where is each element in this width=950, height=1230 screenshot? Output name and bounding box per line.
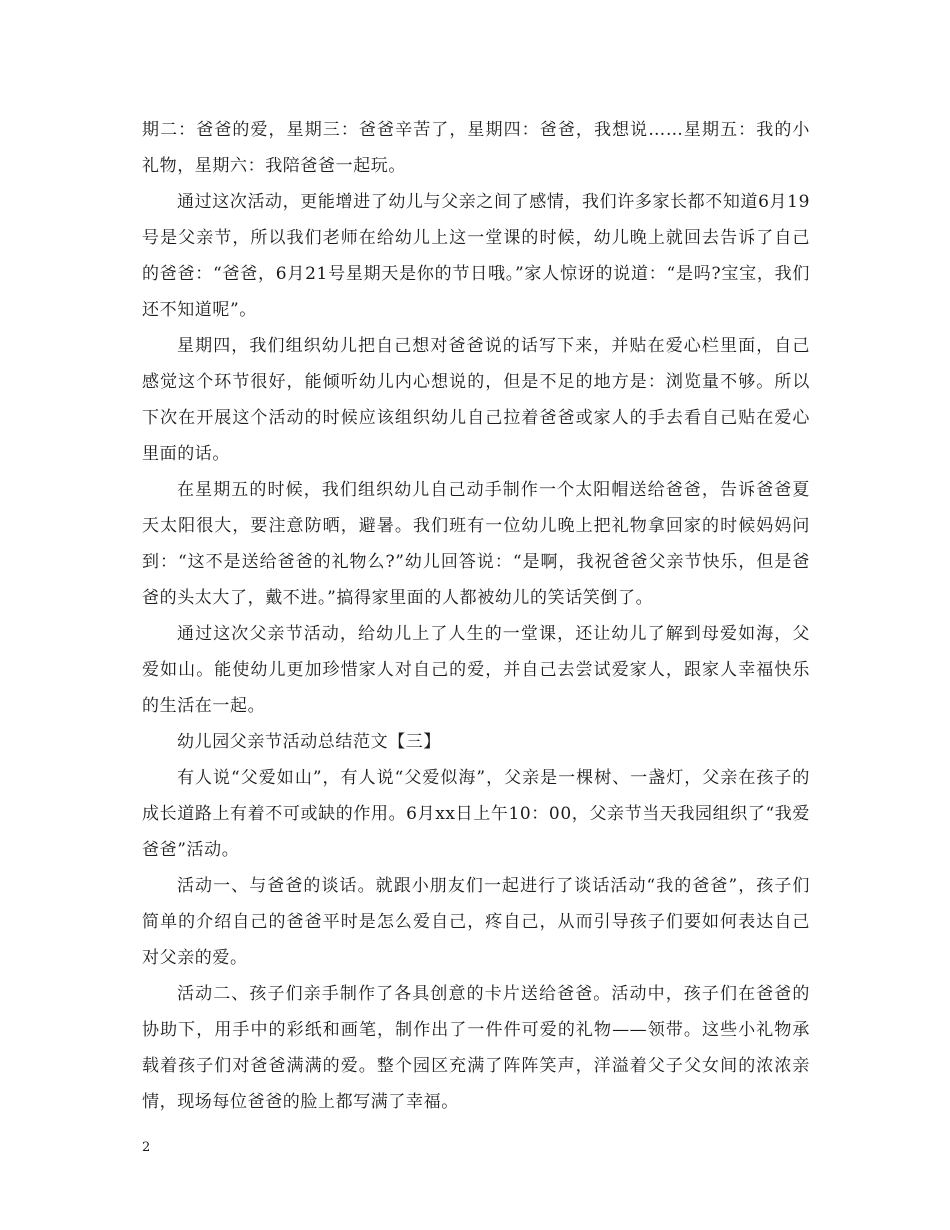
page-number: 2 [142,1140,151,1155]
section-heading: 幼儿园父亲节活动总结范文【三】 [177,732,441,752]
paragraph-activity-two: 活动二、孩子们亲手制作了各具创意的卡片送给爸爸。活动中，孩子们在爸爸的协助下，用手中的彩纸和画笔，制作出了一件件可爱的礼物——领带。这些小礼物承载着孩子们对爸爸满满的爱。整个园区充满了阵阵笑声，洋溢着父子父女间的浓浓亲情，现场每位爸爸的脸上都写满了幸福。 [142,984,810,1112]
paragraph-friday: 在星期五的时候，我们组织幼儿自己动手制作一个太阳帽送给爸爸，告诉爸爸夏天太阳很大，要注意防晒，避暑。我们班有一位幼儿晚上把礼物拿回家的时候妈妈问到：“这不是送给爸爸的礼物么?”幼儿回答说：“是啊，我祝爸爸父亲节快乐，但是爸爸的头太大了，戴不进。”搞得家里面的人都被幼儿的笑话笑倒了。 [142,480,810,608]
paragraph-activity-one: 活动一、与爸爸的谈话。就跟小朋友们一起进行了谈话活动“我的爸爸”，孩子们简单的介绍自己的爸爸平时是怎么爱自己，疼自己，从而引导孩子们要如何表达自己对父亲的爱。 [142,876,810,968]
document-body [142,112,810,1120]
paragraph-thursday: 星期四，我们组织幼儿把自己想对爸爸说的话写下来，并贴在爱心栏里面，自己感觉这个环节很好，能倾听幼儿内心想说的，但是不足的地方是：浏览量不够。所以下次在开展这个活动的时候应该组织幼儿自己拉着爸爸或家人的手去看自己贴在爱心里面的话。 [142,336,810,464]
paragraph-activity-result: 通过这次活动，更能增进了幼儿与父亲之间了感情，我们许多家长都不知道6月19号是父亲节，所以我们老师在给幼儿上这一堂课的时候，幼儿晚上就回去告诉了自己的爸爸：“爸爸，6月21号星期天是你的节日哦。”家人惊讶的说道：“是吗?宝宝，我们还不知道呢”。 [142,192,810,320]
paragraph-summary: 通过这次父亲节活动，给幼儿上了人生的一堂课，还让幼儿了解到母爱如海，父爱如山。能使幼儿更加珍惜家人对自己的爱，并自己去尝试爱家人，跟家人幸福快乐的生活在一起。 [142,624,810,716]
paragraph-continued: 期二：爸爸的爱，星期三：爸爸辛苦了，星期四：爸爸，我想说……星期五：我的小礼物，星期六：我陪爸爸一起玩。 [142,120,810,176]
paragraph-intro: 有人说“父爱如山”，有人说“父爱似海”，父亲是一棵树、一盏灯，父亲在孩子的成长道路上有着不可或缺的作用。6月xx日上午10：00，父亲节当天我园组织了“我爱爸爸”活动。 [142,768,810,860]
